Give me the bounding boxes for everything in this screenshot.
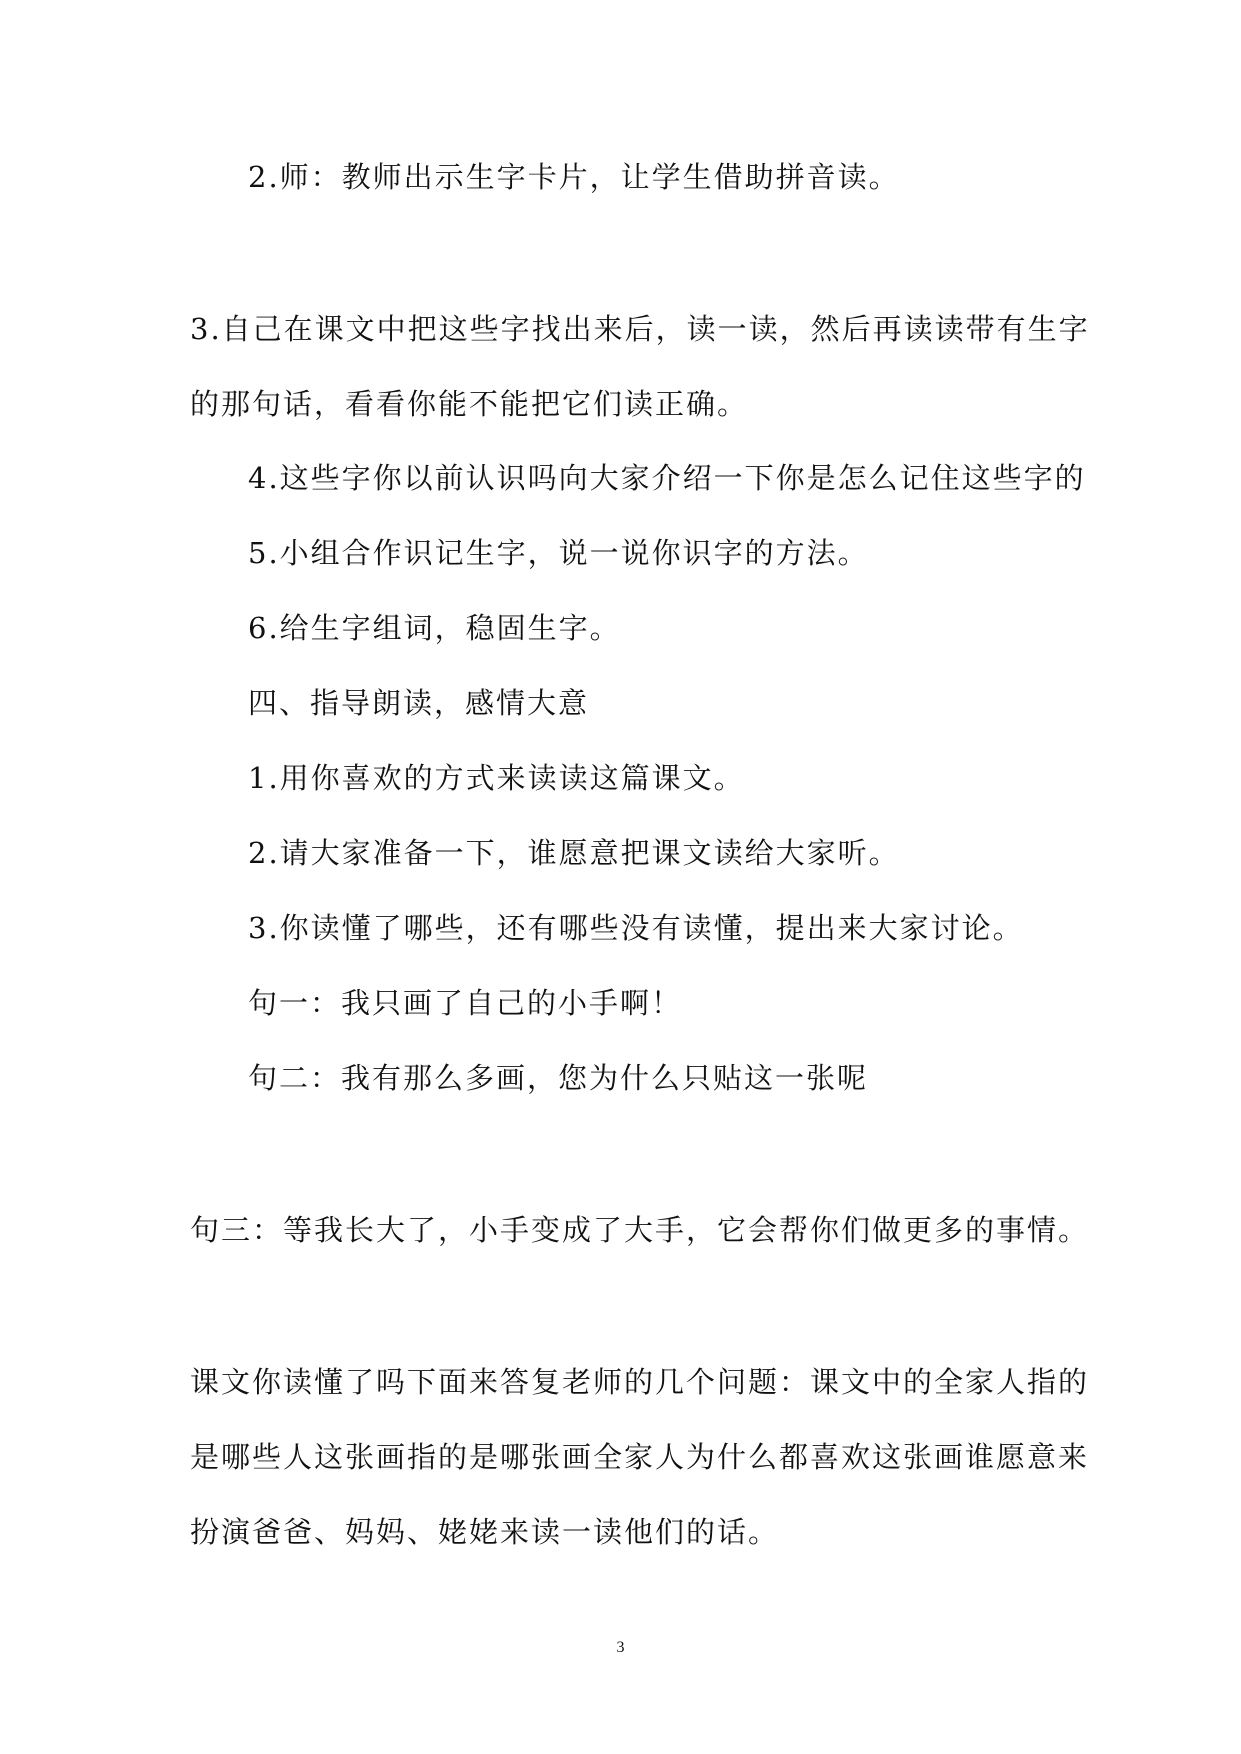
paragraph-line: 2.请大家准备一下，谁愿意把课文读给大家听。 xyxy=(248,836,900,870)
paragraph-line: 5.小组合作识记生字，说一说你识字的方法。 xyxy=(248,536,869,570)
paragraph-line: 1.用你喜欢的方式来读读这篇课文。 xyxy=(248,761,745,795)
page-number: 3 xyxy=(616,1639,625,1656)
section-heading: 四、指导朗读，感情大意 xyxy=(248,686,590,720)
paragraph-line: 的那句话，看看你能不能把它们读正确。 xyxy=(190,387,749,421)
paragraph-line: 句一：我只画了自己的小手啊！ xyxy=(248,986,683,1020)
paragraph-line: 3.自己在课文中把这些字找出来后，读一读，然后再读读带有生字 xyxy=(190,312,1090,346)
paragraph-line: 课文你读懂了吗下面来答复老师的几个问题：课文中的全家人指的 xyxy=(190,1365,1090,1399)
paragraph-line: 句三：等我长大了，小手变成了大手，它会帮你们做更多的事情。 xyxy=(190,1213,1090,1247)
paragraph-line: 3.你读懂了哪些，还有哪些没有读懂，提出来大家讨论。 xyxy=(248,911,1024,945)
paragraph-line: 6.给生字组词，稳固生字。 xyxy=(248,611,621,645)
paragraph-line: 扮演爸爸、妈妈、姥姥来读一读他们的话。 xyxy=(190,1515,780,1549)
paragraph-line: 2.师：教师出示生字卡片，让学生借助拼音读。 xyxy=(248,160,900,194)
paragraph-line: 4.这些字你以前认识吗向大家介绍一下你是怎么记住这些字的 xyxy=(248,461,1086,495)
paragraph-line: 句二：我有那么多画，您为什么只贴这一张呢 xyxy=(248,1061,869,1095)
paragraph-line: 是哪些人这张画指的是哪张画全家人为什么都喜欢这张画谁愿意来 xyxy=(190,1440,1090,1474)
